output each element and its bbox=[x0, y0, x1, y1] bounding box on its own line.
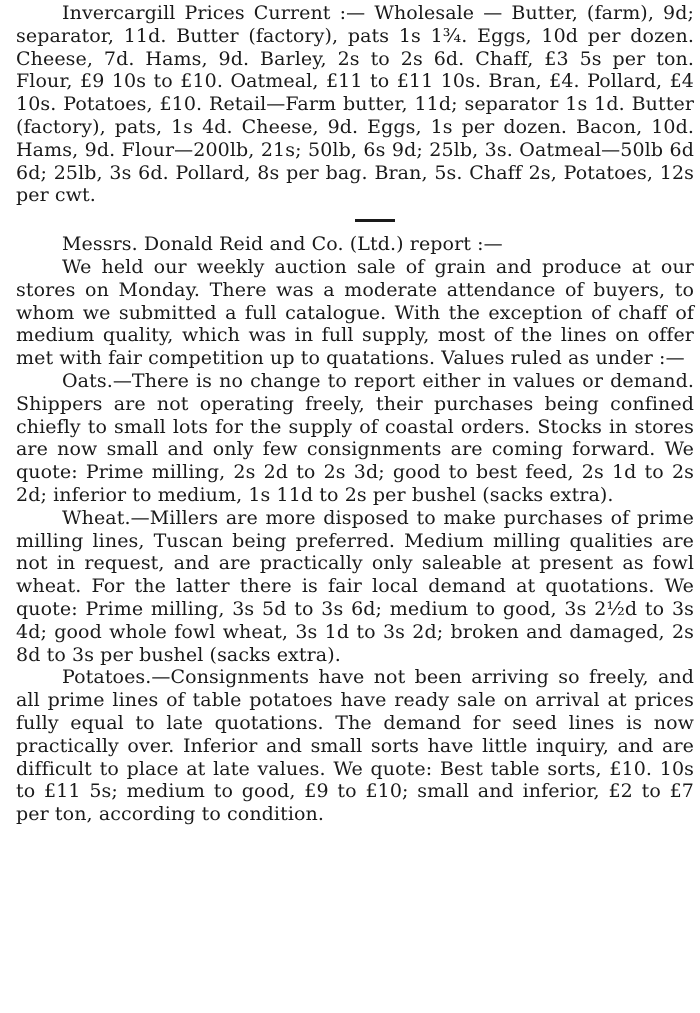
section-divider bbox=[16, 209, 694, 231]
report-heading: Messrs. Donald Reid and Co. (Ltd.) report :— bbox=[62, 233, 503, 256]
report-intro-paragraph: We held our weekly auction sale of grain and produce at our stores on Monday. There was a moderate attendance of buyers, to whom we submitted a full catalogue. With the exception of chaff of medium quality, which was in full supply, most of the lines on offer met with fair competition up to quatations. Values ruled as under :— bbox=[16, 255, 694, 370]
oats-paragraph: Oats.—There is no change to report either in values or demand. Shippers are not operating freely, their purchases being confined chiefly to small lots for the supply of coastal orders. Stocks in stores are now small and only few consignments are coming forward. We quote: Prime milling, 2s 2d to 2s 3d; good to best feed, 2s 1d to 2s 2d; inferior to medium, 1s 11d to 2s per bushel (sacks extra). bbox=[16, 369, 694, 506]
wheat-paragraph: Wheat.—Millers are more disposed to make purchases of prime milling lines, Tuscan being preferred. Medium milling qualities are not in request, and are practically only saleable at present as fowl wheat. For the latter there is fair local demand at quotations. We quote: Prime milling, 3s 5d to 3s 6d; medium to good, 3s 2½d to 3s 4d; good whole fowl wheat, 3s 1d to 3s 2d; broken and damaged, 2s 8d to 3s per bushel (sacks extra). bbox=[16, 506, 694, 666]
potatoes-paragraph: Potatoes.—Consignments have not been arriving so freely, and all prime lines of table potatoes have ready sale on arrival at prices fully equal to late quotations. The demand for seed lines is now practically over. Inferior and small sorts have little inquiry, and are difficult to place at late values. We quote: Best table sorts, £10. 10s to £11 5s; medium to good, £9 to £10; small and inferior, £2 to £7 per ton, according to condition. bbox=[16, 666, 694, 826]
divider-rule bbox=[355, 219, 395, 222]
prices-current-paragraph: Invercargill Prices Current :— Wholesale — Butter, (farm), 9d; separator, 11d. Butter (factory), pats 1s 1¾. Eggs, 10d per dozen. Cheese, 7d. Hams, 9d. Barley, 2s to 2s 6d. Chaff, £3 5s per ton. Flour, £9 10s to £10. Oatmeal, £11 to £11 10s. Bran, £4. Pollard, £4 10s. Potatoes, £10. Retail—Farm butter, 11d; separator 1s 1d. Butter (factory), pats, 1s 4d. Cheese, 9d. Eggs, 1s per dozen. Bacon, 10d. Hams, 9d. Flour—200lb, 21s; 50lb, 6s 9d; 25lb, 3s. Oatmeal—50lb 6d 6d; 25lb, 3s 6d. Pollard, 8s per bag. Bran, 5s. Chaff 2s, Potatoes, 12s per cwt. bbox=[16, 2, 694, 207]
